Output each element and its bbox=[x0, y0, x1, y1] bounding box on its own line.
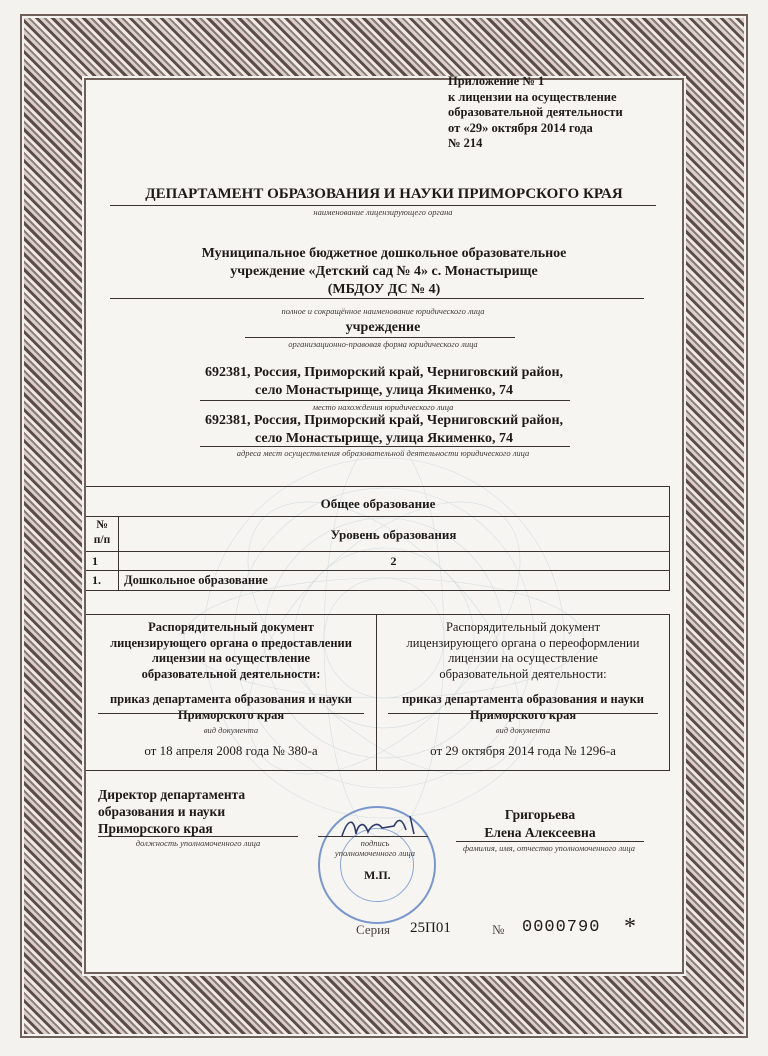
signature-caption-line: подпись bbox=[360, 838, 390, 848]
grant-document-type: Приморского края bbox=[177, 707, 285, 722]
grant-document-heading: лицензии на осуществление bbox=[151, 651, 311, 665]
organization-name-caption: полное и сокращённое наименование юридического лица bbox=[281, 306, 485, 316]
number-label: № bbox=[492, 922, 505, 937]
serial-mark: * bbox=[624, 914, 636, 940]
address-line: село Монастырище, улица Якименко, 74 bbox=[254, 431, 514, 446]
reissue-document bbox=[377, 620, 669, 758]
signature-caption-line: уполномоченного лица bbox=[334, 848, 416, 858]
appendix-line: от «29» октября 2014 года bbox=[448, 120, 593, 135]
legal-address-caption: место нахождения юридического лица bbox=[312, 402, 454, 412]
table-index-cell: 2 bbox=[390, 554, 397, 568]
signatory-position-line: Приморского края bbox=[98, 821, 213, 836]
legal-form: учреждение bbox=[345, 320, 421, 335]
series-value: 25П01 bbox=[410, 920, 451, 936]
reissue-document-heading: Распорядительный документ bbox=[445, 620, 601, 634]
authority-name: ДЕПАРТАМЕНТ ОБРАЗОВАНИЯ И НАУКИ ПРИМОРСКОГО КРАЯ bbox=[145, 186, 623, 202]
series-label: Серия bbox=[356, 922, 391, 937]
signatory-position-line: образования и науки bbox=[98, 804, 226, 819]
seal-label: М.П. bbox=[364, 868, 391, 882]
appendix-line: № 214 bbox=[448, 136, 483, 150]
signatory-name-caption: фамилия, имя, отчество уполномоченного лица bbox=[462, 843, 636, 853]
grant-document-date: от 18 апреля 2008 года № 380-а bbox=[144, 742, 318, 758]
reissue-document-type: Приморского края bbox=[469, 707, 577, 722]
reissue-document-date: от 29 октября 2014 года № 1296-а bbox=[430, 742, 616, 758]
reissue-document-type: приказ департамента образования и науки bbox=[401, 692, 645, 706]
signatory-given-name: Елена Алексеевна bbox=[484, 825, 596, 840]
table-header-number bbox=[88, 518, 116, 548]
reissue-document-heading: образовательной деятельности: bbox=[439, 666, 607, 681]
signature-caption bbox=[300, 838, 450, 858]
grant-document-heading: образовательной деятельности: bbox=[141, 666, 321, 681]
table-row-number: 1. bbox=[92, 573, 101, 587]
appendix-line: Приложение № 1 bbox=[448, 74, 545, 88]
signatory-position bbox=[98, 786, 245, 837]
grant-document-heading: Распорядительный документ bbox=[148, 620, 314, 634]
appendix-line: к лицензии на осуществление bbox=[448, 89, 617, 104]
address-line: село Монастырище, улица Якименко, 74 bbox=[254, 383, 514, 398]
signatory-name bbox=[460, 806, 620, 842]
grant-document bbox=[86, 620, 376, 758]
grant-document-caption: вид документа bbox=[203, 725, 259, 735]
grant-document-type: приказ департамента образования и науки bbox=[109, 692, 353, 706]
table-header-number-line: № bbox=[96, 519, 108, 531]
address-line: 692381, Россия, Приморский край, Черниговский район, bbox=[204, 413, 564, 428]
signatory-position-caption: должность уполномоченного лица bbox=[135, 838, 261, 848]
appendix-block bbox=[448, 74, 623, 152]
organization-name-line: учреждение «Детский сад № 4» с. Монастырище bbox=[230, 264, 538, 279]
organization-name-line: Муниципальное бюджетное дошкольное образовательное bbox=[201, 246, 567, 261]
table-section-title: Общее образование bbox=[320, 496, 436, 511]
reissue-document-caption: вид документа bbox=[495, 725, 551, 735]
activity-address bbox=[100, 412, 668, 448]
address-line: 692381, Россия, Приморский край, Черниговский район, bbox=[204, 365, 564, 380]
table-header-number-line: п/п bbox=[93, 534, 111, 546]
reissue-document-heading: лицензирующего органа о переоформлении bbox=[406, 635, 640, 650]
authority-caption: наименование лицензирующего органа bbox=[313, 207, 453, 217]
signatory-position-line: Директор департамента bbox=[98, 787, 246, 802]
grant-document-heading: лицензирующего органа о предоставлении bbox=[110, 635, 352, 650]
appendix-line: образовательной деятельности bbox=[448, 105, 623, 119]
legal-address bbox=[100, 364, 668, 400]
signatory-surname: Григорьева bbox=[504, 807, 576, 822]
activity-address-caption: адреса мест осуществления образовательной деятельности юридического лица bbox=[236, 448, 530, 458]
organization-name-line: (МБДОУ ДС № 4) bbox=[327, 282, 441, 297]
reissue-document-heading: лицензии на осуществление bbox=[448, 651, 598, 665]
organization-name bbox=[100, 245, 668, 299]
table-index-cell: 1 bbox=[92, 554, 98, 568]
serial-number: 0000790 bbox=[522, 918, 601, 937]
table-row-level: Дошкольное образование bbox=[124, 573, 268, 587]
table-header-level: Уровень образования bbox=[330, 527, 457, 542]
legal-form-caption: организационно-правовая форма юридического лица bbox=[288, 339, 478, 349]
